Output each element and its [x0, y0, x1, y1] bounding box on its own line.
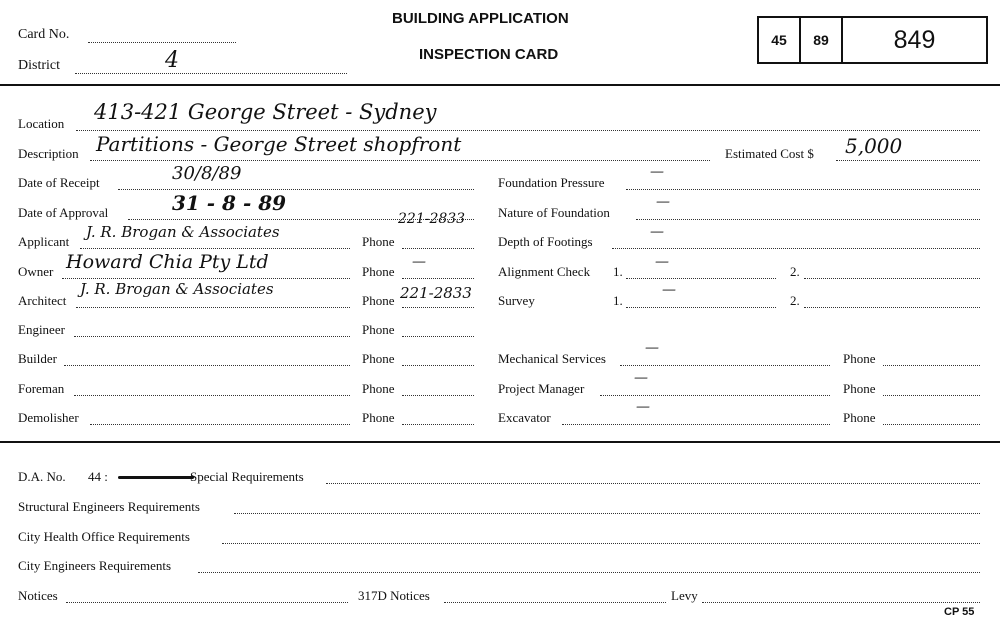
builder-phone-line: [402, 365, 474, 366]
excavator-line: [562, 424, 830, 425]
demolisher-phone-line: [402, 424, 474, 425]
project-manager-phone-label: Phone: [843, 381, 876, 396]
levy-label: Levy: [671, 588, 698, 603]
applicant-line: [80, 248, 350, 249]
builder-label: Builder: [18, 351, 57, 366]
card-number-box: [757, 16, 988, 64]
excavator-value: —: [636, 399, 650, 415]
city-health-line: [222, 543, 980, 544]
district-label: District: [18, 58, 60, 73]
depth-of-footings-line: [612, 248, 980, 249]
foreman-label: Foreman: [18, 381, 65, 396]
excavator-phone-label: Phone: [843, 410, 876, 425]
applicant-phone-value: 221-2833: [398, 211, 466, 227]
card-no-line: [88, 42, 236, 43]
excavator-label: Excavator: [498, 410, 551, 425]
special-requirements-label: Special Requirements: [190, 469, 304, 484]
city-engineers-label: City Engineers Requirements: [18, 558, 172, 573]
architect-phone-value: 221-2833: [400, 284, 472, 302]
alignment-check-label: Alignment Check: [498, 264, 591, 279]
city-engineers-line: [198, 572, 980, 573]
mechanical-services-label: Mechanical Services: [498, 351, 606, 366]
applicant-value: J. R. Brogan & Associates: [86, 223, 280, 241]
da-no-label: D.A. No.: [18, 469, 66, 484]
notices-317d-line: [444, 602, 666, 603]
owner-phone-value: —: [412, 254, 426, 270]
survey-1-line: [626, 307, 776, 308]
date-of-receipt-line: [118, 189, 474, 190]
structural-engineers-label: Structural Engineers Requirements: [18, 499, 200, 514]
project-manager-phone-line: [883, 395, 980, 396]
city-health-label: City Health Office Requirements: [18, 529, 190, 544]
architect-line: [76, 307, 350, 308]
nature-of-foundation-label: Nature of Foundation: [498, 205, 610, 220]
mechanical-services-phone-label: Phone: [843, 351, 876, 366]
owner-value: Howard Chia Pty Ltd: [66, 251, 269, 273]
mechanical-services-phone-line: [883, 365, 980, 366]
alignment-check-1-label: 1.: [613, 264, 623, 279]
excavator-phone-line: [883, 424, 980, 425]
foundation-pressure-line: [626, 189, 980, 190]
district-line: [75, 73, 347, 74]
header-divider: [0, 84, 1000, 86]
mechanical-services-line: [620, 365, 830, 366]
date-of-receipt-value: 30/8/89: [172, 163, 242, 184]
foreman-phone-line: [402, 395, 474, 396]
owner-line: [62, 278, 350, 279]
form-code: CP 55: [944, 606, 975, 618]
date-of-approval-label: Date of Approval: [18, 205, 109, 220]
form-title-line1: BUILDING APPLICATION: [392, 10, 569, 27]
notices-317d-label: 317D Notices: [358, 588, 430, 603]
alignment-check-2-line: [804, 278, 980, 279]
levy-line: [702, 602, 980, 603]
card-number-part3: 849: [893, 25, 936, 54]
project-manager-label: Project Manager: [498, 381, 585, 396]
applicant-phone-line: [402, 248, 474, 249]
engineer-line: [74, 336, 350, 337]
foundation-pressure-label: Foundation Pressure: [498, 175, 605, 190]
survey-2-label: 2.: [790, 293, 800, 308]
special-requirements-line: [326, 483, 980, 484]
structural-engineers-line: [234, 513, 980, 514]
location-value: 413-421 George Street - Sydney: [94, 100, 437, 124]
survey-label: Survey: [498, 293, 535, 308]
requirements-divider: [0, 441, 1000, 443]
survey-value: —: [662, 282, 676, 298]
form-title-line2: INSPECTION CARD: [419, 46, 559, 63]
owner-label: Owner: [18, 264, 54, 279]
estimated-cost-label: Estimated Cost $: [725, 146, 814, 161]
architect-label: Architect: [18, 293, 67, 308]
date-of-receipt-label: Date of Receipt: [18, 175, 100, 190]
estimated-cost-line: [836, 160, 980, 161]
notices-line: [66, 602, 348, 603]
card-number-part1: 45: [759, 18, 801, 62]
architect-value: J. R. Brogan & Associates: [80, 280, 274, 298]
alignment-check-1-line: [626, 278, 776, 279]
project-manager-line: [600, 395, 830, 396]
estimated-cost-value: 5,000: [845, 134, 903, 158]
location-line: [76, 130, 980, 131]
demolisher-label: Demolisher: [18, 410, 79, 425]
engineer-phone-label: Phone: [362, 322, 395, 337]
project-manager-value: —: [634, 370, 648, 386]
owner-phone-label: Phone: [362, 264, 395, 279]
nature-of-foundation-value: —: [656, 194, 670, 210]
builder-line: [64, 365, 350, 366]
card-no-label: Card No.: [18, 27, 70, 42]
da-no-value: 44 :: [88, 469, 108, 484]
foreman-phone-label: Phone: [362, 381, 395, 396]
builder-phone-label: Phone: [362, 351, 395, 366]
applicant-phone-label: Phone: [362, 234, 395, 249]
alignment-check-2-label: 2.: [790, 264, 800, 279]
card-number-part2: 89: [801, 18, 843, 62]
description-label: Description: [18, 146, 79, 161]
engineer-label: Engineer: [18, 322, 65, 337]
foreman-line: [74, 395, 350, 396]
applicant-label: Applicant: [18, 234, 70, 249]
survey-1-label: 1.: [613, 293, 623, 308]
depth-of-footings-value: —: [650, 224, 664, 240]
survey-2-line: [804, 307, 980, 308]
description-value: Partitions - George Street shopfront: [96, 132, 462, 156]
mechanical-services-value: —: [645, 340, 659, 356]
depth-of-footings-label: Depth of Footings: [498, 234, 593, 249]
district-value: 4: [165, 48, 179, 73]
demolisher-phone-label: Phone: [362, 410, 395, 425]
demolisher-line: [90, 424, 350, 425]
location-label: Location: [18, 116, 65, 131]
da-no-redaction: [118, 476, 194, 479]
owner-phone-line: [402, 278, 474, 279]
foundation-pressure-value: —: [650, 164, 664, 180]
architect-phone-label: Phone: [362, 293, 395, 308]
alignment-check-value: —: [655, 254, 669, 270]
date-of-approval-value: 31 - 8 - 89: [172, 191, 287, 215]
description-line: [90, 160, 710, 161]
engineer-phone-line: [402, 336, 474, 337]
notices-label: Notices: [18, 588, 58, 603]
nature-of-foundation-line: [636, 219, 980, 220]
architect-phone-line: [402, 307, 474, 308]
